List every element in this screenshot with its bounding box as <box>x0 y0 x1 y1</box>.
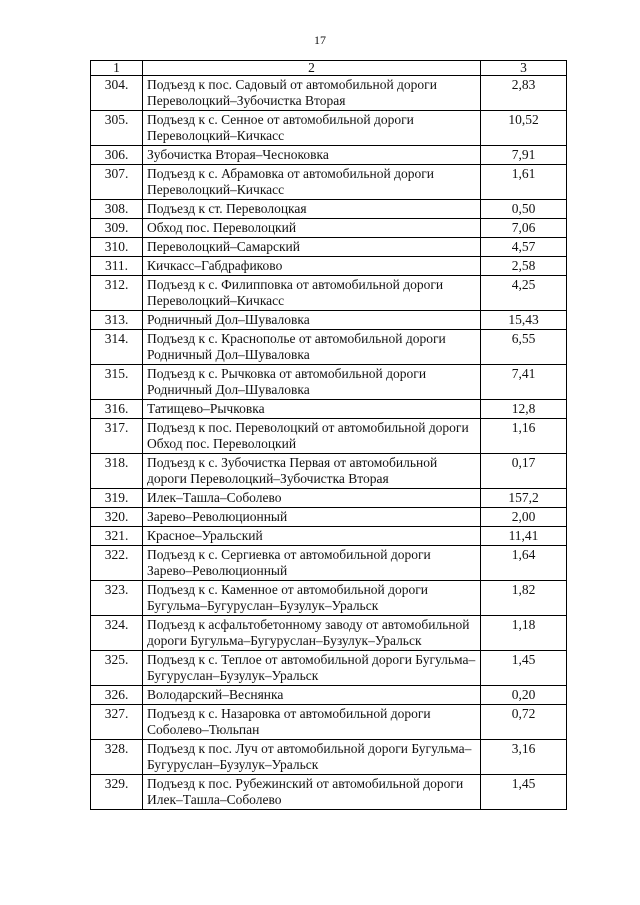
table-row <box>91 546 567 581</box>
table-row <box>91 165 567 200</box>
row-number-cell: 304. <box>91 76 143 111</box>
road-length-cell: 12,8 <box>481 400 567 419</box>
row-number-cell: 318. <box>91 454 143 489</box>
table-row <box>91 238 567 257</box>
road-length-cell: 2,83 <box>481 76 567 111</box>
road-length-cell: 7,41 <box>481 365 567 400</box>
table-row <box>91 257 567 276</box>
row-number-cell: 316. <box>91 400 143 419</box>
road-name-cell: Подъезд к с. Рычковка от автомобильной дороги Родничный Дол–Шуваловка <box>143 365 481 400</box>
road-length-cell: 1,18 <box>481 616 567 651</box>
table-row <box>91 508 567 527</box>
row-number-cell: 309. <box>91 219 143 238</box>
road-length-cell: 15,43 <box>481 311 567 330</box>
road-name-cell: Зарево–Революционный <box>143 508 481 527</box>
road-name-cell: Подъезд к пос. Рубежинский от автомобильной дороги Илек–Ташла–Соболево <box>143 775 481 810</box>
road-name-cell: Красное–Уральский <box>143 527 481 546</box>
table-row <box>91 76 567 111</box>
road-name-cell: Подъезд к с. Краснополье от автомобильной дороги Родничный Дол–Шуваловка <box>143 330 481 365</box>
table-row <box>91 581 567 616</box>
table-header-row <box>91 61 567 76</box>
row-number-cell: 322. <box>91 546 143 581</box>
road-name-cell: Подъезд к с. Абрамовка от автомобильной дороги Переволоцкий–Кичкасс <box>143 165 481 200</box>
road-length-cell: 7,91 <box>481 146 567 165</box>
table-row <box>91 775 567 810</box>
row-number-cell: 324. <box>91 616 143 651</box>
row-number-cell: 314. <box>91 330 143 365</box>
row-number-cell: 323. <box>91 581 143 616</box>
row-number-cell: 311. <box>91 257 143 276</box>
road-name-cell: Подъезд к с. Филипповка от автомобильной дороги Переволоцкий–Кичкасс <box>143 276 481 311</box>
row-number-cell: 319. <box>91 489 143 508</box>
table-body <box>91 61 567 810</box>
road-name-cell: Подъезд к ст. Переволоцкая <box>143 200 481 219</box>
table-row <box>91 219 567 238</box>
table-row <box>91 330 567 365</box>
road-name-cell: Подъезд к с. Сенное от автомобильной дороги Переволоцкий–Кичкасс <box>143 111 481 146</box>
road-name-cell: Подъезд к пос. Переволоцкий от автомобильной дороги Обход пос. Переволоцкий <box>143 419 481 454</box>
header-col-2: 2 <box>143 61 481 76</box>
road-length-cell: 4,57 <box>481 238 567 257</box>
road-length-cell: 7,06 <box>481 219 567 238</box>
row-number-cell: 326. <box>91 686 143 705</box>
table-row <box>91 146 567 165</box>
header-col-1: 1 <box>91 61 143 76</box>
road-length-cell: 0,50 <box>481 200 567 219</box>
road-length-cell: 1,16 <box>481 419 567 454</box>
road-length-cell: 1,61 <box>481 165 567 200</box>
row-number-cell: 325. <box>91 651 143 686</box>
road-name-cell: Илек–Ташла–Соболево <box>143 489 481 508</box>
table-row <box>91 616 567 651</box>
road-name-cell: Кичкасс–Габдрафиково <box>143 257 481 276</box>
road-name-cell: Обход пос. Переволоцкий <box>143 219 481 238</box>
table-row <box>91 111 567 146</box>
road-length-cell: 0,20 <box>481 686 567 705</box>
road-length-cell: 1,45 <box>481 651 567 686</box>
road-length-cell: 0,72 <box>481 705 567 740</box>
table-row <box>91 686 567 705</box>
road-length-cell: 3,16 <box>481 740 567 775</box>
table-row <box>91 200 567 219</box>
road-name-cell: Подъезд к асфальтобетонному заводу от автомобильной дороги Бугульма–Бугуруслан–Бузулук–Уральск <box>143 616 481 651</box>
road-name-cell: Подъезд к с. Каменное от автомобильной дороги Бугульма–Бугуруслан–Бузулук–Уральск <box>143 581 481 616</box>
row-number-cell: 307. <box>91 165 143 200</box>
table-row <box>91 365 567 400</box>
row-number-cell: 329. <box>91 775 143 810</box>
table-row <box>91 705 567 740</box>
road-name-cell: Зубочистка Вторая–Чесноковка <box>143 146 481 165</box>
road-name-cell: Подъезд к пос. Садовый от автомобильной дороги Переволоцкий–Зубочистка Вторая <box>143 76 481 111</box>
road-name-cell: Татищево–Рычковка <box>143 400 481 419</box>
row-number-cell: 317. <box>91 419 143 454</box>
road-length-cell: 2,00 <box>481 508 567 527</box>
road-length-cell: 2,58 <box>481 257 567 276</box>
table-row <box>91 419 567 454</box>
road-length-cell: 11,41 <box>481 527 567 546</box>
row-number-cell: 312. <box>91 276 143 311</box>
road-name-cell: Подъезд к с. Назаровка от автомобильной дороги Соболево–Тюльпан <box>143 705 481 740</box>
road-name-cell: Родничный Дол–Шуваловка <box>143 311 481 330</box>
table-row <box>91 527 567 546</box>
table-row <box>91 311 567 330</box>
header-col-3: 3 <box>481 61 567 76</box>
road-name-cell: Подъезд к с. Сергиевка от автомобильной дороги Зарево–Революционный <box>143 546 481 581</box>
row-number-cell: 328. <box>91 740 143 775</box>
road-name-cell: Подъезд к с. Зубочистка Первая от автомобильной дороги Переволоцкий–Зубочистка Вторая <box>143 454 481 489</box>
road-name-cell: Володарский–Веснянка <box>143 686 481 705</box>
road-name-cell: Переволоцкий–Самарский <box>143 238 481 257</box>
road-length-cell: 4,25 <box>481 276 567 311</box>
page-number: 17 <box>314 33 326 47</box>
row-number-cell: 320. <box>91 508 143 527</box>
road-name-cell: Подъезд к пос. Луч от автомобильной дороги Бугульма–Бугуруслан–Бузулук–Уральск <box>143 740 481 775</box>
road-length-cell: 1,45 <box>481 775 567 810</box>
table-row <box>91 400 567 419</box>
road-length-cell: 6,55 <box>481 330 567 365</box>
table-row <box>91 489 567 508</box>
row-number-cell: 310. <box>91 238 143 257</box>
road-length-cell: 1,64 <box>481 546 567 581</box>
roads-table <box>90 60 567 810</box>
table-row <box>91 651 567 686</box>
road-length-cell: 10,52 <box>481 111 567 146</box>
road-name-cell: Подъезд к с. Теплое от автомобильной дороги Бугульма–Бугуруслан–Бузулук–Уральск <box>143 651 481 686</box>
road-length-cell: 1,82 <box>481 581 567 616</box>
road-length-cell: 157,2 <box>481 489 567 508</box>
road-length-cell: 0,17 <box>481 454 567 489</box>
table-row <box>91 740 567 775</box>
table-row <box>91 276 567 311</box>
row-number-cell: 327. <box>91 705 143 740</box>
row-number-cell: 306. <box>91 146 143 165</box>
row-number-cell: 315. <box>91 365 143 400</box>
table-row <box>91 454 567 489</box>
row-number-cell: 305. <box>91 111 143 146</box>
row-number-cell: 313. <box>91 311 143 330</box>
row-number-cell: 308. <box>91 200 143 219</box>
row-number-cell: 321. <box>91 527 143 546</box>
